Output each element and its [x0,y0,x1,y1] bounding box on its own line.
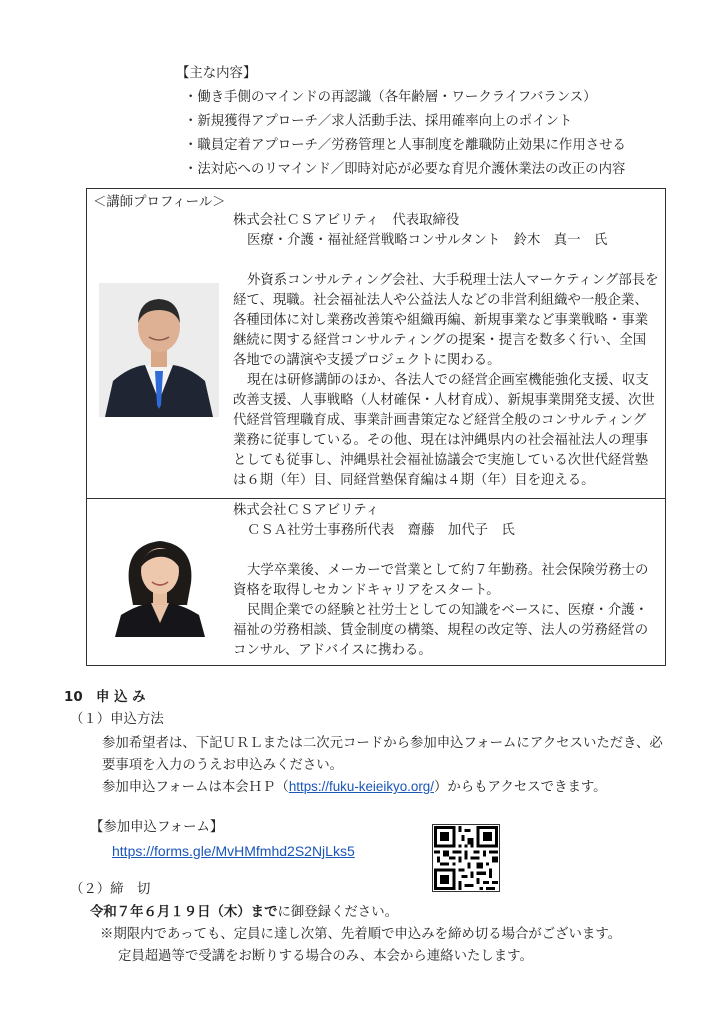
deadline-line [90,903,398,922]
profile-header: ＜講師プロフィール＞ [93,195,226,210]
hp-access-pre: 参加申込フォームは本会ＨＰ（ [102,780,289,795]
deadline-note-1: ※期限内であっても、定員に達し次第、先着順で申込みを締め切る場合がございます。 [100,927,622,942]
lecturer1-title-name: 医療・介護・福祉経営戦略コンサルタント 鈴木 真一 氏 [247,233,608,248]
subsection-application-method: （１）申込方法 [70,712,164,727]
deadline-note-2: 定員超過等で受講をお断りする場合のみ、本会から連絡いたします。 [118,949,533,964]
lecturer2-company: 株式会社ＣＳアビリティ [233,503,379,518]
lecturer2-text [233,501,659,661]
hp-url-link[interactable]: https://fuku-keieikyo.org/ [288,779,434,794]
lecturer2-title-name: ＣＳＡ社労士事務所代表 齋藤 加代子 氏 [247,523,515,538]
lecturer-profile-box [86,188,666,666]
main-contents-item: ・職員定着アプローチ／労務管理と人事制度を離職防止効果に作用させる [184,138,626,153]
main-contents-item: ・法対応へのリマインド／即時対応が必要な育児介護休業法の改正の内容 [184,162,626,177]
lecturer1-company: 株式会社ＣＳアビリティ 代表取締役 [233,213,460,228]
deadline-rest: に御登録ください。 [277,905,398,920]
main-contents-heading: 【主な内容】 [176,66,257,81]
section-10-title: 10 申 込 み [64,690,146,705]
main-contents-item: ・働き手側のマインドの再認識（各年齢層・ワークライフバランス） [184,90,597,105]
lecturer1-bio-2: 現在は研修講師のほか、各法人での経営企画室機能強化支援、収支改善支援、人事戦略（人材確保・人材育成）、新規事業開発支援、次世代経営管理職育成、事業計画書策定など経営全般のコンサルティング業務に従事している。その他、現在は沖縄県内の社会福祉法人の理事としても従事し、沖縄県社会福祉協議会で実施している次世代経営塾は６期（年）目、同経営塾保育編は４期（年）目を迎える。 [233,373,655,488]
lecturer1-bio-1: 外資系コンサルティング会社、大手税理士法人マーケティング部長を経て、現職。社会福祉法人や公益法人などの非営利組織や一般企業、各種団体に対し業務改善策や組織再編、新規事業など事業戦略・事業継続に関する経営コンサルティングの提案・提言を数多く行い、全国各地での講演や支援プロジェクトに関わる。 [233,273,659,368]
lecturer1-text [233,211,659,491]
main-contents-item: ・新規獲得アプローチ／求人活動手法、採用確率向上のポイント [184,114,573,129]
subsection-deadline: （２）締 切 [70,882,151,897]
lecturer2-bio-2: 民間企業での経験と社労士としての知識をベースに、医療・介護・福祉の労務相談、賃金制度の構築、規程の改定等、法人の労務経営のコンサル、アドバイスに携わる。 [233,603,649,658]
form-url-link[interactable]: https://forms.gle/MvHMfmhd2S2NjLks5 [112,843,355,859]
hp-access-post: ）からもアクセスできます。 [433,780,607,795]
lecturer2-photo [101,525,219,637]
main-contents [176,62,626,182]
lecturer1-photo [99,283,219,417]
lecturer2-bio-1: 大学卒業後、メーカーで営業として約７年勤務。社会保険労務士の資格を取得しセカンドキャリアをスタート。 [233,563,649,598]
application-method-text: 参加希望者は、下記ＵＲＬまたは二次元コードから参加申込フォームにアクセスいただき、必要事項を入力のうえお申込みください。 [102,736,663,773]
profile-divider [87,498,665,499]
form-heading: 【参加申込フォーム】 [90,820,224,835]
deadline-date: 令和７年６月１９日（木）まで [90,904,278,920]
qr-code[interactable] [432,824,500,892]
hp-access-line [102,777,607,797]
